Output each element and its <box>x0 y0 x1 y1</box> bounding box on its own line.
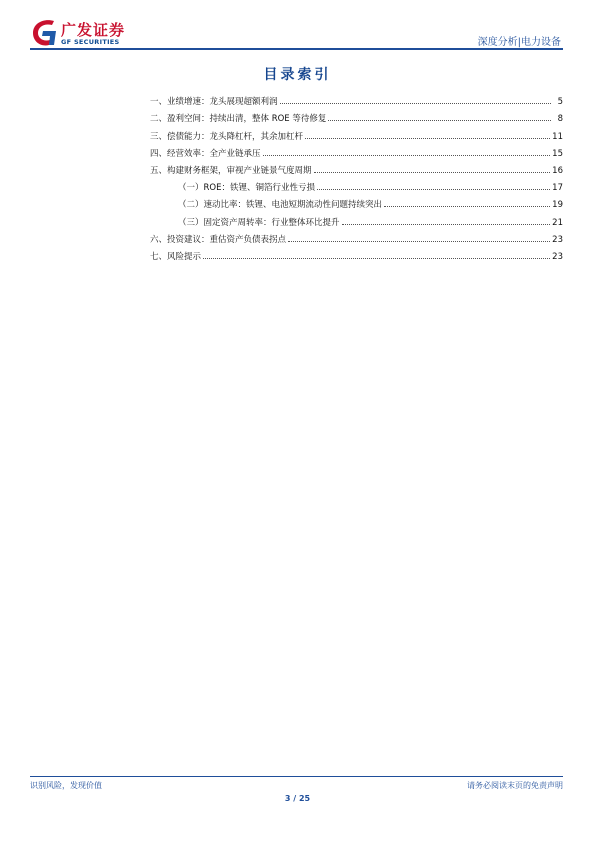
toc-entry-page: 17 <box>552 183 563 194</box>
toc-entry[interactable] <box>150 142 563 159</box>
toc-entry-label: 一、业绩增速：龙头展现超额利润 <box>150 97 278 108</box>
toc-entry-label: 三、偿债能力：龙头降杠杆，其余加杠杆 <box>150 131 304 142</box>
toc-entry-page: 16 <box>552 165 563 176</box>
toc-entry-label: 七、风险提示 <box>150 251 202 262</box>
toc-dot-leader <box>328 120 551 121</box>
toc-entry-label: 六、投资建议：重估资产负债表拐点 <box>150 234 287 245</box>
toc-entry[interactable] <box>150 210 563 227</box>
toc-dot-leader <box>314 172 551 173</box>
toc-entry[interactable] <box>150 124 563 141</box>
toc-entry[interactable] <box>150 176 563 193</box>
toc-dot-leader <box>317 189 550 190</box>
toc-entry[interactable] <box>150 193 563 210</box>
gf-logo-icon <box>30 18 58 48</box>
toc-entry-page: 23 <box>552 234 563 245</box>
toc-entry[interactable] <box>150 159 563 176</box>
toc-dot-leader <box>288 241 550 242</box>
toc-entry-page: 8 <box>557 114 563 125</box>
toc-dot-leader <box>305 138 550 139</box>
toc-dot-leader <box>384 206 550 207</box>
toc-entry-page: 23 <box>552 251 563 262</box>
toc-title: 目录索引 <box>263 67 332 83</box>
gf-securities-logo <box>30 18 140 48</box>
toc-entry[interactable] <box>150 107 563 124</box>
toc-entry-page: 11 <box>552 131 563 142</box>
toc-entry-label: （三）固定资产周转率：行业整体环比提升 <box>178 217 340 228</box>
page-number: 3 / 25 <box>284 794 311 803</box>
toc-entry-page: 5 <box>557 97 563 108</box>
logo-english-text: GF SECURITIES <box>61 38 120 46</box>
logo-chinese-text: 广发证券 <box>61 21 126 39</box>
toc-dot-leader <box>263 155 551 156</box>
toc-entry[interactable] <box>150 228 563 245</box>
toc-entry-label: （一）ROE：铁锂、铜箔行业性亏损 <box>178 183 315 194</box>
toc-entry-page: 21 <box>552 217 563 228</box>
toc-entry-label: （二）速动比率：铁锂、电池短期流动性问题持续突出 <box>178 200 383 211</box>
footer-disclaimer-note: 请务必阅读末页的免责声明 <box>467 781 563 790</box>
toc-dot-leader <box>342 224 551 225</box>
toc-dot-leader <box>280 103 551 104</box>
toc-entry-label: 五、构建财务框架，审视产业链景气度周期 <box>150 165 312 176</box>
header-divider <box>30 48 563 50</box>
toc-entry-page: 19 <box>552 200 563 211</box>
toc-entry-label: 二、盈利空间：持续出清，整体 ROE 等待修复 <box>150 114 327 125</box>
report-type-label: 深度分析|电力设备 <box>477 37 561 48</box>
toc-dot-leader <box>203 258 550 259</box>
footer-slogan: 识别风险，发现价值 <box>30 781 102 790</box>
page-header <box>0 0 595 52</box>
toc-entry[interactable] <box>150 245 563 262</box>
toc-entry[interactable] <box>150 90 563 107</box>
table-of-contents <box>150 90 563 262</box>
toc-entry-label: 四、经营效率：全产业链承压 <box>150 148 261 159</box>
toc-entry-page: 15 <box>552 148 563 159</box>
footer-divider <box>30 776 563 777</box>
